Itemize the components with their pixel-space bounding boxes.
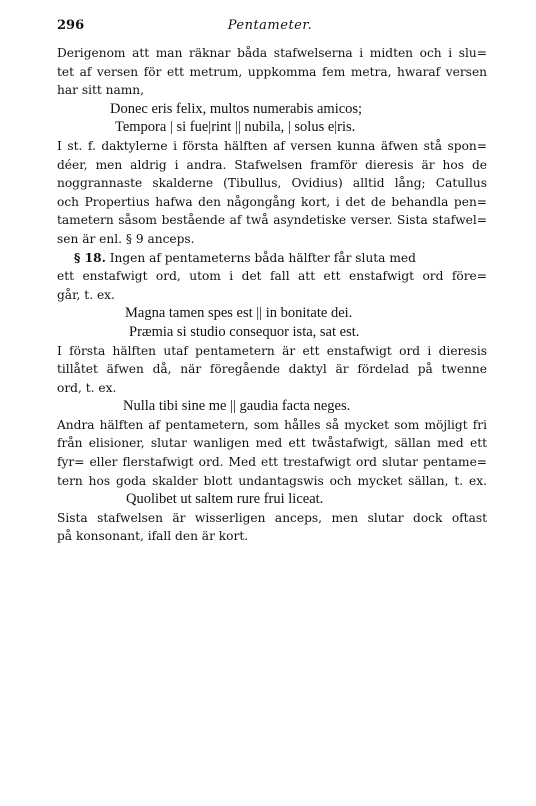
section-number: § 18. xyxy=(74,250,106,265)
verse-line: Nulla tibi sine me || gaudia facta neges. xyxy=(123,398,351,415)
section-line xyxy=(57,249,487,268)
text-line: på konsonant, ifall den är kort. xyxy=(57,529,249,544)
running-title: Pentameter. xyxy=(227,18,313,33)
text-line: fyr= eller flerstafwigt ord. Med ett trestafwigt ord slutar pentame= xyxy=(57,455,487,470)
text-line: tet af versen för ett metrum, uppkomma fem metra, hwaraf versen xyxy=(57,64,487,79)
section-text: Ingen af pentameterns båda hälfter får sluta med xyxy=(109,250,416,265)
text-line: I första hälften utaf pentametern är ett enstafwigt ord i dieresis xyxy=(57,343,487,358)
text-line: tametern såsom bestående af twå asyndetiske verser. Sista stafwel= xyxy=(57,213,487,228)
page-number: 296 xyxy=(57,18,85,33)
text-line: I st. f. daktylerne i första hälften af versen kunna äfwen stå spon= xyxy=(57,138,487,153)
text-line: ett enstafwigt ord, utom i det fall att ett enstafwigt ord före= xyxy=(57,269,487,284)
text-line: och Propertius hafwa den någongång kort, i det de behandla pen= xyxy=(57,194,487,209)
text-line: ord, t. ex. xyxy=(57,380,117,395)
verse-line: Magna tamen spes est || in bonitate dei. xyxy=(125,305,353,322)
verse-line: Tempora | si fue|rint || nubila, | solus e|ris. xyxy=(115,119,356,136)
verse-line: Quolibet ut saltem rure frui liceat. xyxy=(126,491,324,508)
text-line: noggrannaste skalderne (Tibullus, Ovidius) alltid lång; Catullus xyxy=(57,176,487,191)
text-line: har sitt namn, xyxy=(57,83,145,98)
text-line: déer, men aldrig i andra. Stafwelsen framför dieresis är hos de xyxy=(57,157,487,172)
text-line: från elisioner, slutar wanligen med ett twåstafwigt, sällan med ett xyxy=(57,436,487,451)
verse-line: Præmia si studio consequor ista, sat est. xyxy=(129,323,360,340)
page-body xyxy=(57,44,487,546)
text-line: tern hos goda skalder blott undantagswis och mycket sällan, t. ex. xyxy=(57,473,487,488)
running-header xyxy=(57,18,483,38)
text-line: Andra hälften af pentametern, som hålles så mycket som möjligt fri xyxy=(57,417,487,432)
text-line: tillåtet äfwen då, när föregående daktyl är fördelad på twenne xyxy=(57,362,487,377)
verse-line: Donec eris felix, multos numerabis amicos; xyxy=(110,100,363,117)
text-line: Derigenom att man räknar båda stafwelserna i midten och i slu= xyxy=(57,46,487,60)
text-line: Sista stafwelsen är wisserligen anceps, men slutar dock oftast xyxy=(57,510,487,525)
text-line: går, t. ex. xyxy=(57,287,115,302)
text-line: sen är enl. § 9 anceps. xyxy=(57,231,195,246)
